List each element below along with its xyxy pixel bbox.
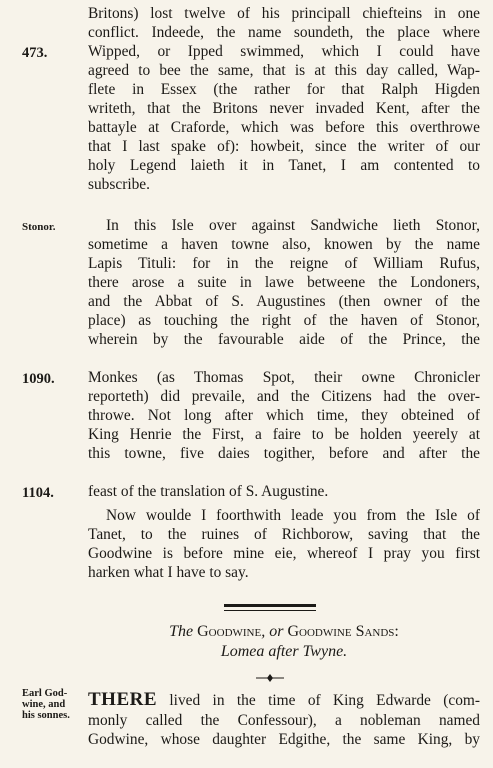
- heading-the: The: [169, 623, 194, 640]
- text-line: Monkes (as Thomas Spot, their owne Chronicler: [88, 369, 480, 386]
- margin-year-1104: 1104.: [22, 485, 54, 501]
- margin-note-earl-godwine-3: his sonnes.: [22, 710, 70, 721]
- text-line: feast of the translation of S. Augustine.: [88, 483, 329, 500]
- text-line: King Henrie the First, a faire to be holden yeerely at: [88, 426, 480, 443]
- text-line: Wipped, or Ipped swimmed, which I could have: [88, 43, 480, 60]
- text-line: Britons) lost twelve of his principall chiefteins in one: [88, 5, 480, 22]
- heading-goodwine: Goodwine: [197, 623, 262, 640]
- text-line: reporteth) did prevaile, and the Citizens had the over-: [88, 388, 480, 405]
- text-line: monly called the Confessour), a nobleman named: [88, 712, 480, 729]
- section-subtitle: Lomea after Twyne.: [220, 643, 348, 660]
- text-line: throwe. Not long after which time, they obteined of: [88, 407, 480, 424]
- text-line: battayle at Craforde, which was before this overthrowe: [88, 119, 480, 136]
- text-line: that I last spake of): howbeit, since the writer of our: [88, 138, 480, 155]
- margin-note-earl-godwine-1: Earl God-: [22, 688, 68, 699]
- margin-year-1090: 1090.: [22, 371, 55, 387]
- section-rule-thin: [224, 610, 316, 611]
- text-line: harken what I have to say.: [88, 564, 249, 581]
- text-line: agreed to bee the same, that is at this day called, Wap-: [88, 62, 480, 79]
- text-line: this towne, five daies togither, before and after the: [88, 445, 480, 462]
- text-line: sometime a haven towne also, knowen by the name: [88, 236, 480, 253]
- ornament-icon: [256, 674, 284, 682]
- text-line: Lapis Tituli: for in the reigne of William Rufus,: [88, 255, 480, 272]
- text-line: wherein by the favourable aide of the Prince, the: [88, 331, 480, 348]
- text-line: Tanet, to the ruines of Richborow, saving that the: [88, 526, 480, 543]
- section-heading: [88, 622, 480, 642]
- text-line: subscribe.: [88, 176, 150, 193]
- text-line: Goodwine is before mine eie, whereof I pray you first: [88, 545, 480, 562]
- text-line: conflict. Indeede, the name soundeth, the place where: [88, 24, 480, 41]
- margin-year-473: 473.: [22, 45, 48, 61]
- text-line: Now woulde I foorthwith leade you from the Isle of: [106, 507, 480, 524]
- text-line-first: [88, 689, 480, 711]
- text-line: holy Legend laieth it in Tanet, I am contented to: [88, 157, 480, 174]
- drop-cap-word: THERE: [88, 689, 158, 710]
- text-line: writeth, that the Britons never invaded Kent, after the: [88, 100, 480, 117]
- text-line: Godwine, whose daughter Edgithe, the same King, by: [88, 731, 480, 748]
- section-rule: [224, 604, 316, 607]
- text-line: there arose a suite in lawe betweene the Londoners,: [88, 274, 480, 291]
- margin-note-stonor: Stonor.: [22, 221, 56, 233]
- heading-goodwine-sands: Goodwine Sands:: [287, 623, 399, 640]
- heading-or: , or: [261, 623, 284, 640]
- text-line: place) as touching the right of the haven of Stonor,: [88, 312, 480, 329]
- text-line: flete in Essex (the rather for that Ralph Higden: [88, 81, 480, 98]
- text-run: lived in the time of King Edwarde (com-: [157, 692, 480, 709]
- text-line: In this Isle over against Sandwiche lieth Stonor,: [106, 217, 480, 234]
- margin-note-earl-godwine-2: wine, and: [22, 699, 66, 710]
- text-line: and the Abbat of S. Augustines (then owner of the: [88, 293, 480, 310]
